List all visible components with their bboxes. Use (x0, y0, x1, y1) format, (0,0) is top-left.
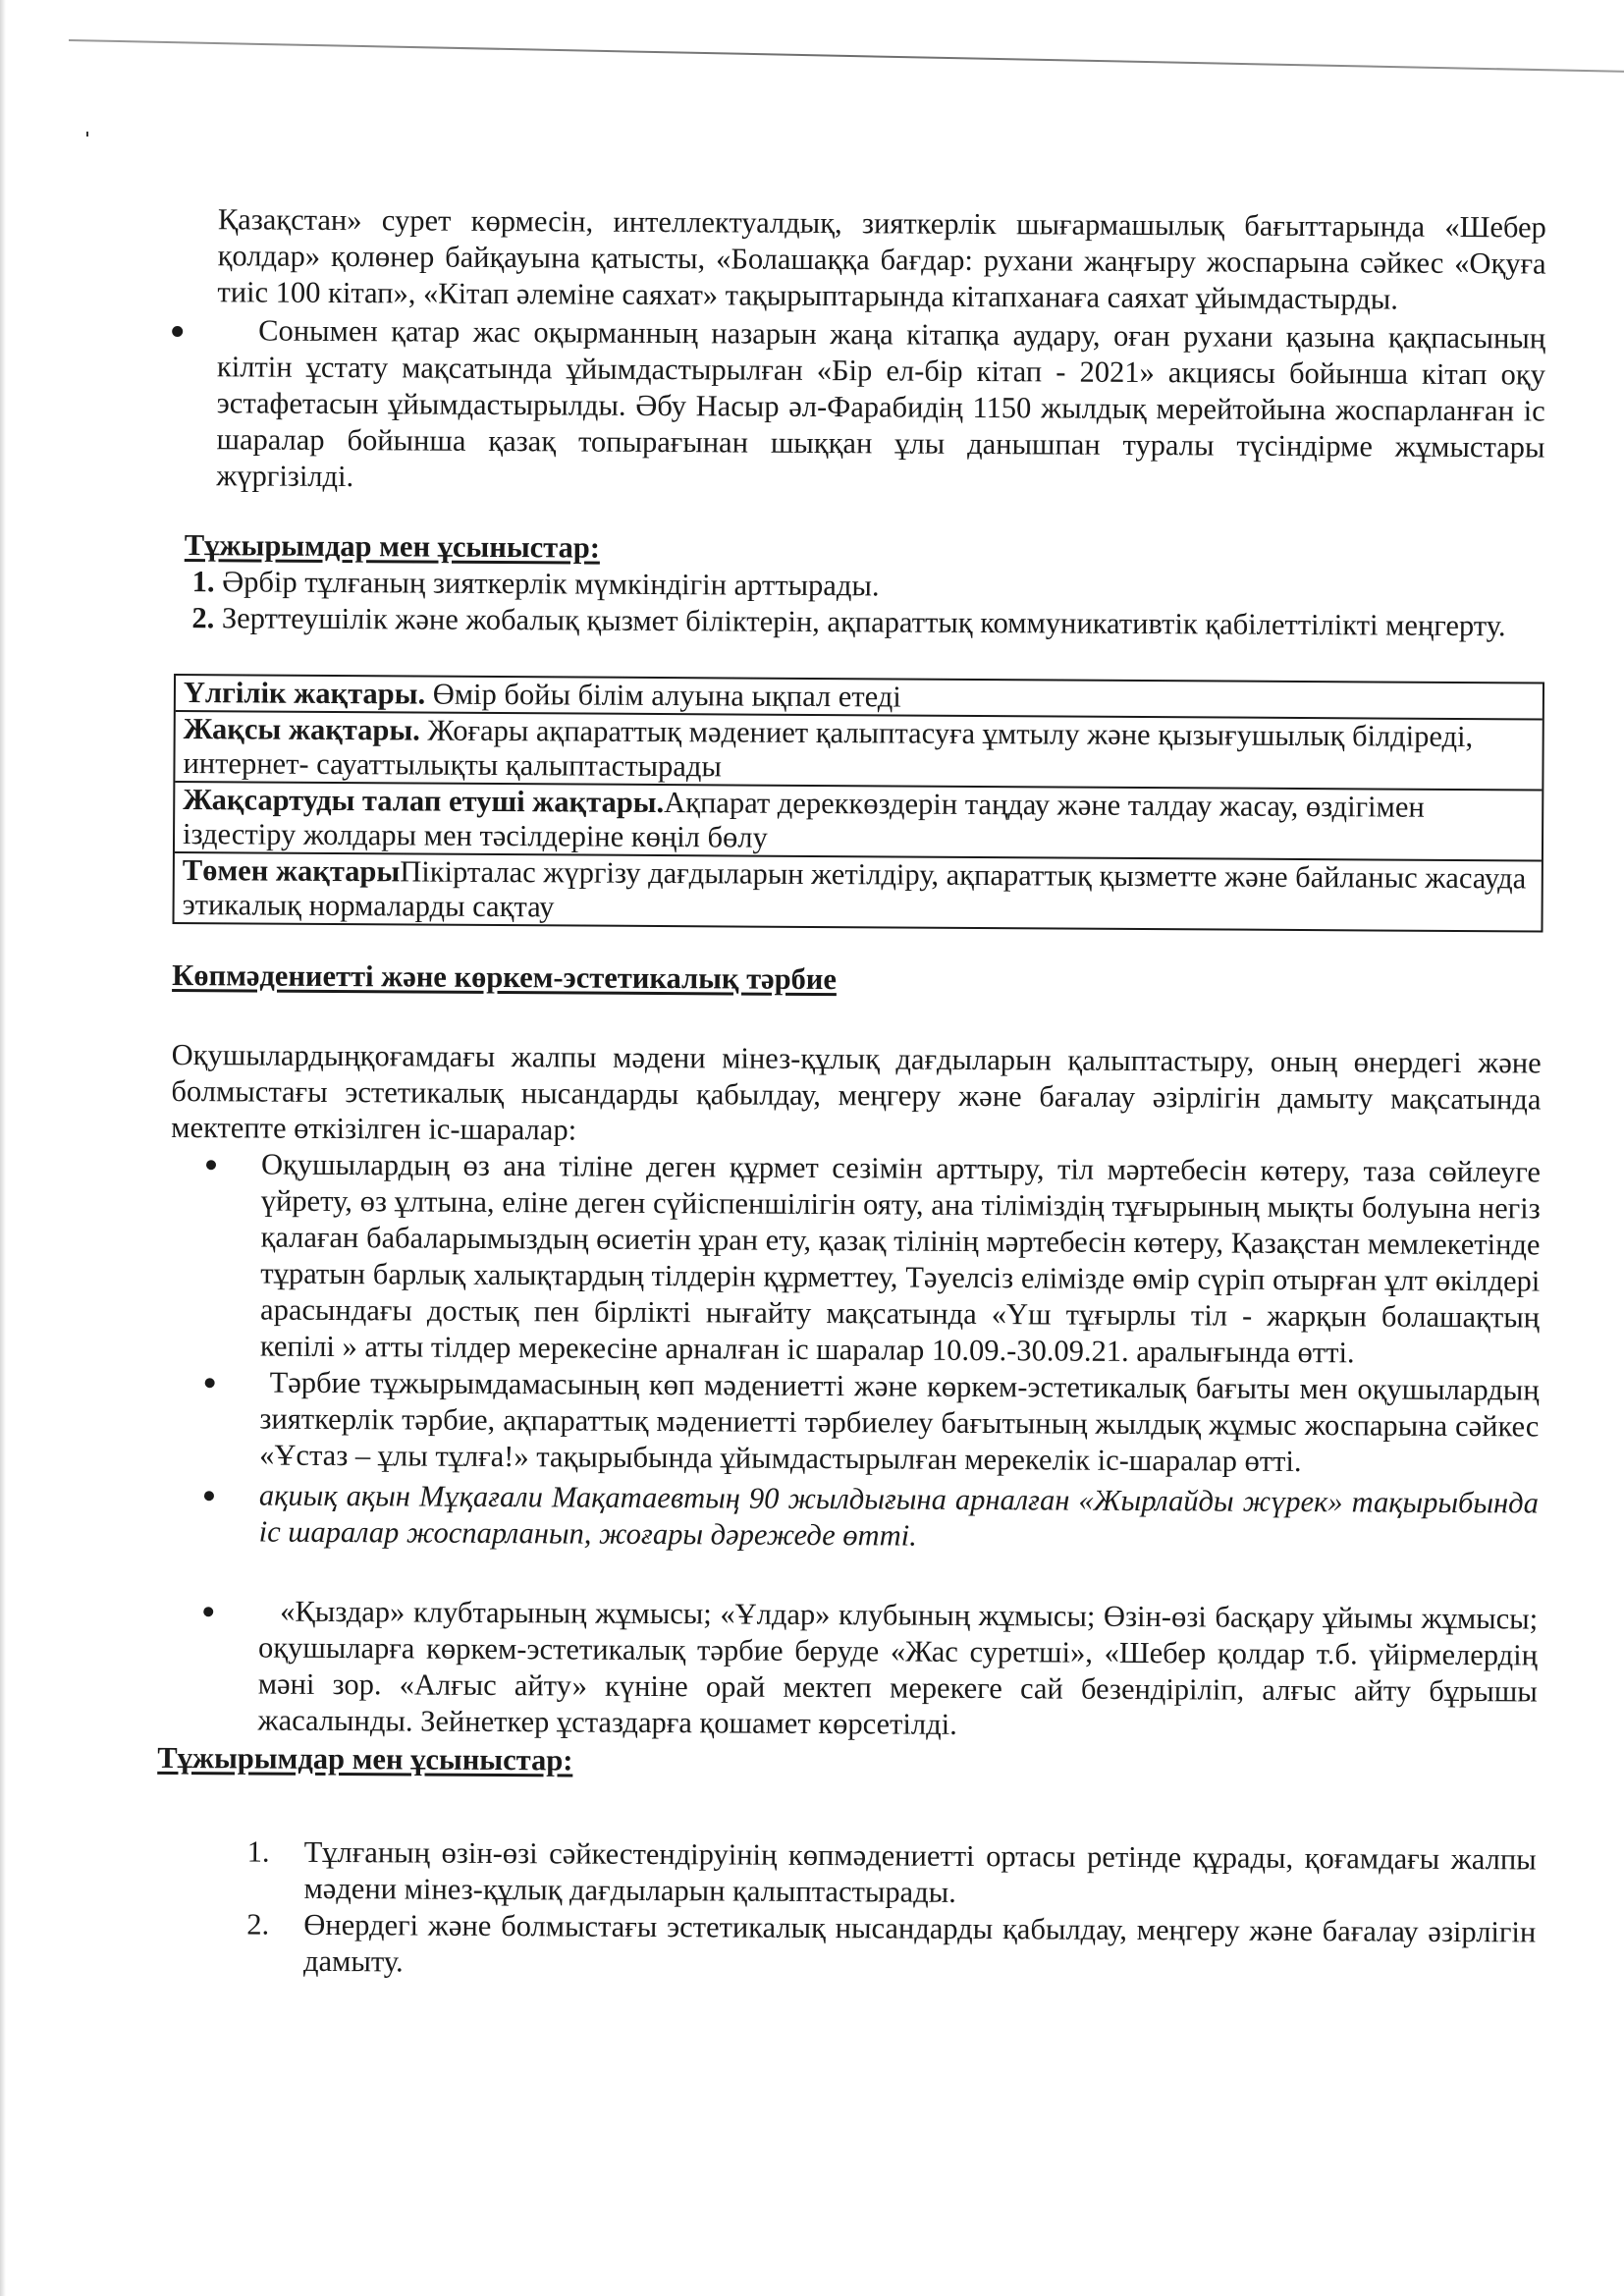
section-bullet-list (167, 1146, 1541, 1747)
row-label: Төмен жақтары (182, 853, 401, 889)
bullet-text: «Қыздар» клубтарының жұмысы; «Ұлдар» клубының жұмысы; Өзін-өзі басқару ұйымы жұмысы; оқушыларға көркем-эстетикалық тәрбие беруде «Жас суретші», «Шебер қолдар т.б. үйірмелердің мәні зор. «Алғыс айту» күніне орай мектеп мерекеге сай безендіріліп, алғыс айту бұрышы жасалынды. Зейнеткер ұстаздарға қошамет көрсетілді. (257, 1594, 1539, 1741)
item-number: 2. (246, 1907, 270, 1941)
section-bullet-item (169, 1477, 1539, 1558)
bullet-icon (203, 1607, 213, 1616)
row-label: Жақсы жақтары. (183, 712, 420, 747)
item-number: 1. (246, 1834, 270, 1869)
row-label: Жақсартуды талап етуші жақтары. (183, 783, 665, 820)
row-text: Пікірталас жүргізу дағдыларын жетілдіру, ақпараттық қызметте және байланыс жасауда этикалық нормаларды сақтау (182, 854, 1527, 924)
bullet-icon (205, 1378, 215, 1388)
assessment-table (173, 674, 1545, 933)
conclusions-list-1 (191, 564, 1543, 644)
section-intro-paragraph: Оқушылардыңқоғамдағы жалпы мәдени мінез-құлық дағдыларын қалыптастыру, оның өнердегі және болмыстағы эстетикалық нысандарды қабылдау, меңгеру және бағалау әзірлігін дамыту мақсатында мектепте өткізілген іс-шаралар: (171, 1037, 1542, 1147)
scan-edge-shadow (0, 0, 6, 2296)
bullet-text: ақиық ақын Мұқағали Мақатаевтың 90 жылдығына арналған «Жырлайды жүрек» тақырыбында іс шаралар жоспарланып, жоғары дәрежеде өтті. (258, 1478, 1540, 1553)
intro-bullet-item (175, 312, 1545, 503)
intro-bullet-text: Сонымен қатар жас оқырманның назарын жаңа кітапқа аудару, оған рухани қазына қақпасының кілтін ұстату мақсатында ұйымдастырылған «Бір ел-бір кітап - 2021» акциясы бойынша кітап оқу эстафетасын ұйымдастырылды. Әбу Насыр әл-Фарабидің 1150 жылдық мерейтойына жоспарланған іс шаралар бойынша қазақ топырағынан шыққан ұлы данышпан туралы түсіндірме жұмыстары жүргізілді. (216, 313, 1546, 494)
intro-continuation-paragraph: Қазақстан» сурет көрмесін, интеллектуалдық, зияткерлік шығармашылық бағыттарында «Шебер қолдар» қолөнер байқауына қатысты, «Болашаққа бағдар: рухани жаңғыру жоспарына сәйкес «Оқуға тиіс 100 кітап», «Кітап әлеміне саяхат» тақырыптарында кітапханаға саяхат ұйымдастырды. (217, 202, 1546, 316)
section-bullet-item (170, 1146, 1541, 1373)
conclusions-heading-1: Тұжырымдар мен ұсыныстар: (184, 528, 601, 565)
scan-artifact-line (69, 39, 1624, 73)
item-number: 1. (191, 565, 215, 599)
item-text: Әрбір тұлғаның зияткерлік мүмкіндігін арттырады. (222, 565, 880, 603)
assessment-row-weak (175, 853, 1542, 931)
item-text: Өнердегі және болмыстағы эстетикалық нысандарды қабылдау, меңгеру және бағалау әзірлігін дамыту. (302, 1907, 1537, 1979)
bullet-icon (172, 326, 183, 337)
item-text: Тұлғаның өзін-өзі сәйкестендіруінің көпмәдениетті ортасы ретінде құрады, қоғамдағы жалпы мәдени мінез-құлық дағдыларын қалыптастырады. (303, 1834, 1537, 1909)
section-bullet-item (169, 1364, 1540, 1482)
bullet-text: Оқушылардың өз ана тіліне деген құрмет сезімін арттыру, тіл мәртебесін көтеру, таза сөйлеуге үйрету, өз ұлтына, еліне деген сүйіспеншілігін ояту, ана тіліміздің тұғырының мықты болуына негіз қалаған бабаларымыздың өсиетін ұран ету, қазақ тілінің мәртебесін көтеру, Қазақстан мемлекетінде тұратын барлық халықтардың тілдерін құрметтеу, Тәуелсіз елімізде өмір сүріп отырған ұлт өкілдері арасындағы достық пен бірлікті нығайту мақсатында «Үш тұғырлы тіл - жарқын болашақтың кепілі » атты тілдер мерекесіне арналған іс шаралар 10.09.-30.09.21. аралығында өтті. (259, 1147, 1542, 1370)
item-number: 2. (191, 601, 215, 635)
bullet-icon (204, 1491, 214, 1501)
assessment-row-needs-improvement (175, 783, 1542, 862)
conclusion-item (166, 1906, 1536, 1988)
conclusions-list-2 (166, 1833, 1537, 1988)
bullet-icon (206, 1160, 216, 1170)
section-bullet-item (167, 1593, 1538, 1747)
item-text: Зерттеушілік және жобалық қызмет біліктерін, ақпараттық коммуникативтік қабілеттілікті меңгерту. (221, 601, 1506, 643)
row-text: Жоғары ақпараттық мәдениет қалыптасуға ұмтылу және қызығушылық білдіреді, интернет- сауаттылықты қалыптастырады (183, 713, 1474, 784)
row-text: Өмір бойы білім алуына ықпал етеді (425, 677, 901, 714)
section-heading: Көпмәдениетті және көркем-эстетикалық тәрбие (172, 957, 838, 997)
row-label: Үлгілік жақтары. (183, 676, 426, 711)
conclusion-item (191, 600, 1543, 644)
conclusions-heading-2: Тұжырымдар мен ұсыныстар: (157, 1740, 573, 1777)
bullet-text: Тәрбие тұжырымдамасының көп мәдениетті және көркем-эстетикалық бағыты мен оқушылардың зияткерлік тәрбие, ақпараттық мәдениетті тәрбиелеу бағытының жылдық жұмыс жоспарына сәйкес «Ұстаз – ұлы тұлға!» тақырыбында ұйымдастырылған мерекелік іс-шаралар өтті. (259, 1365, 1540, 1479)
scan-speck (86, 132, 88, 137)
document-page (157, 201, 1546, 1987)
assessment-row-good (175, 712, 1542, 792)
row-text: Ақпарат дереккөздерін таңдау және талдау жасау, өздігімен іздестіру жолдары мен тәсілдеріне көңіл бөлу (182, 786, 1425, 854)
conclusion-item (166, 1833, 1536, 1915)
